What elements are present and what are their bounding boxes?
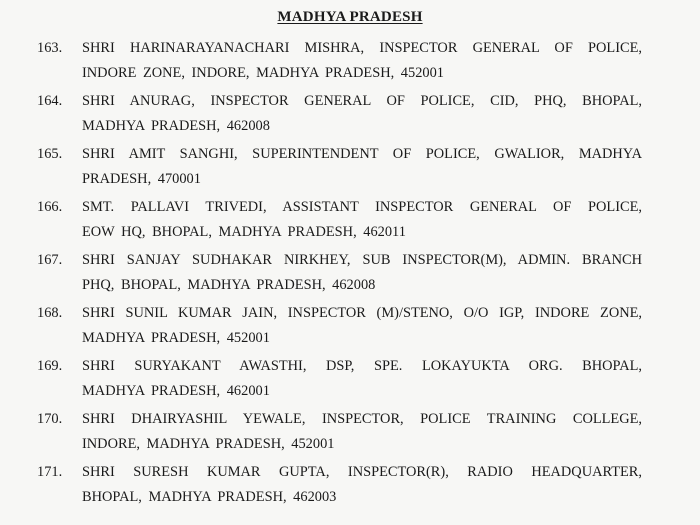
entry-text bbox=[82, 407, 642, 457]
entry-line-1: SMT. PALLAVI TRIVEDI, ASSISTANT INSPECTOR GENERAL OF POLICE, bbox=[82, 199, 642, 215]
list-entry bbox=[0, 301, 700, 354]
entry-number: 170. bbox=[37, 411, 63, 427]
entry-number: 165. bbox=[37, 146, 63, 162]
list-entry bbox=[0, 36, 700, 89]
entry-line-2: MADHYA PRADESH, 452001 bbox=[82, 330, 270, 346]
entry-line-2: PRADESH, 470001 bbox=[82, 171, 201, 187]
entry-line-2: PHQ, BHOPAL, MADHYA PRADESH, 462008 bbox=[82, 277, 376, 293]
entry-text bbox=[82, 36, 642, 86]
entry-number: 171. bbox=[37, 464, 63, 480]
entry-line-2: MADHYA PRADESH, 462008 bbox=[82, 118, 270, 134]
entry-text bbox=[82, 301, 642, 351]
entry-line-1: SHRI HARINARAYANACHARI MISHRA, INSPECTOR GENERAL OF POLICE, bbox=[82, 40, 642, 56]
entry-number: 167. bbox=[37, 252, 63, 268]
list-entry bbox=[0, 248, 700, 301]
entry-line-1: SHRI ANURAG, INSPECTOR GENERAL OF POLICE, CID, PHQ, BHOPAL, bbox=[82, 93, 642, 109]
entry-line-2: MADHYA PRADESH, 462001 bbox=[82, 383, 270, 399]
entry-line-2: INDORE ZONE, INDORE, MADHYA PRADESH, 452001 bbox=[82, 65, 444, 81]
entry-number: 169. bbox=[37, 358, 63, 374]
entry-number: 164. bbox=[37, 93, 63, 109]
heading-text: MADHYA PRADESH bbox=[277, 9, 423, 25]
list-entry bbox=[0, 195, 700, 248]
entry-line-1: SHRI SURYAKANT AWASTHI, DSP, SPE. LOKAYUKTA ORG. BHOPAL, bbox=[82, 358, 642, 374]
list-entry bbox=[0, 354, 700, 407]
entry-text bbox=[82, 460, 642, 510]
entry-text bbox=[82, 142, 642, 192]
entry-line-1: SHRI SURESH KUMAR GUPTA, INSPECTOR(R), RADIO HEADQUARTER, bbox=[82, 464, 642, 480]
entry-line-1: SHRI AMIT SANGHI, SUPERINTENDENT OF POLICE, GWALIOR, MADHYA bbox=[82, 146, 642, 162]
entry-number: 168. bbox=[37, 305, 63, 321]
list-entry bbox=[0, 460, 700, 513]
entry-line-2: BHOPAL, MADHYA PRADESH, 462003 bbox=[82, 489, 337, 505]
entry-text bbox=[82, 248, 642, 298]
entry-line-2: INDORE, MADHYA PRADESH, 452001 bbox=[82, 436, 335, 452]
section-heading bbox=[0, 9, 700, 26]
entry-line-1: SHRI SUNIL KUMAR JAIN, INSPECTOR (M)/STENO, O/O IGP, INDORE ZONE, bbox=[82, 305, 642, 321]
list-entry bbox=[0, 407, 700, 460]
list-entry bbox=[0, 89, 700, 142]
awardee-list bbox=[0, 36, 700, 513]
entry-line-1: SHRI SANJAY SUDHAKAR NIRKHEY, SUB INSPECTOR(M), ADMIN. BRANCH bbox=[82, 252, 642, 268]
entry-text bbox=[82, 354, 642, 404]
entry-line-2: EOW HQ, BHOPAL, MADHYA PRADESH, 462011 bbox=[82, 224, 406, 240]
entry-number: 163. bbox=[37, 40, 63, 56]
entry-line-1: SHRI DHAIRYASHIL YEWALE, INSPECTOR, POLICE TRAINING COLLEGE, bbox=[82, 411, 642, 427]
entry-text bbox=[82, 89, 642, 139]
list-entry bbox=[0, 142, 700, 195]
entry-number: 166. bbox=[37, 199, 63, 215]
entry-text bbox=[82, 195, 642, 245]
